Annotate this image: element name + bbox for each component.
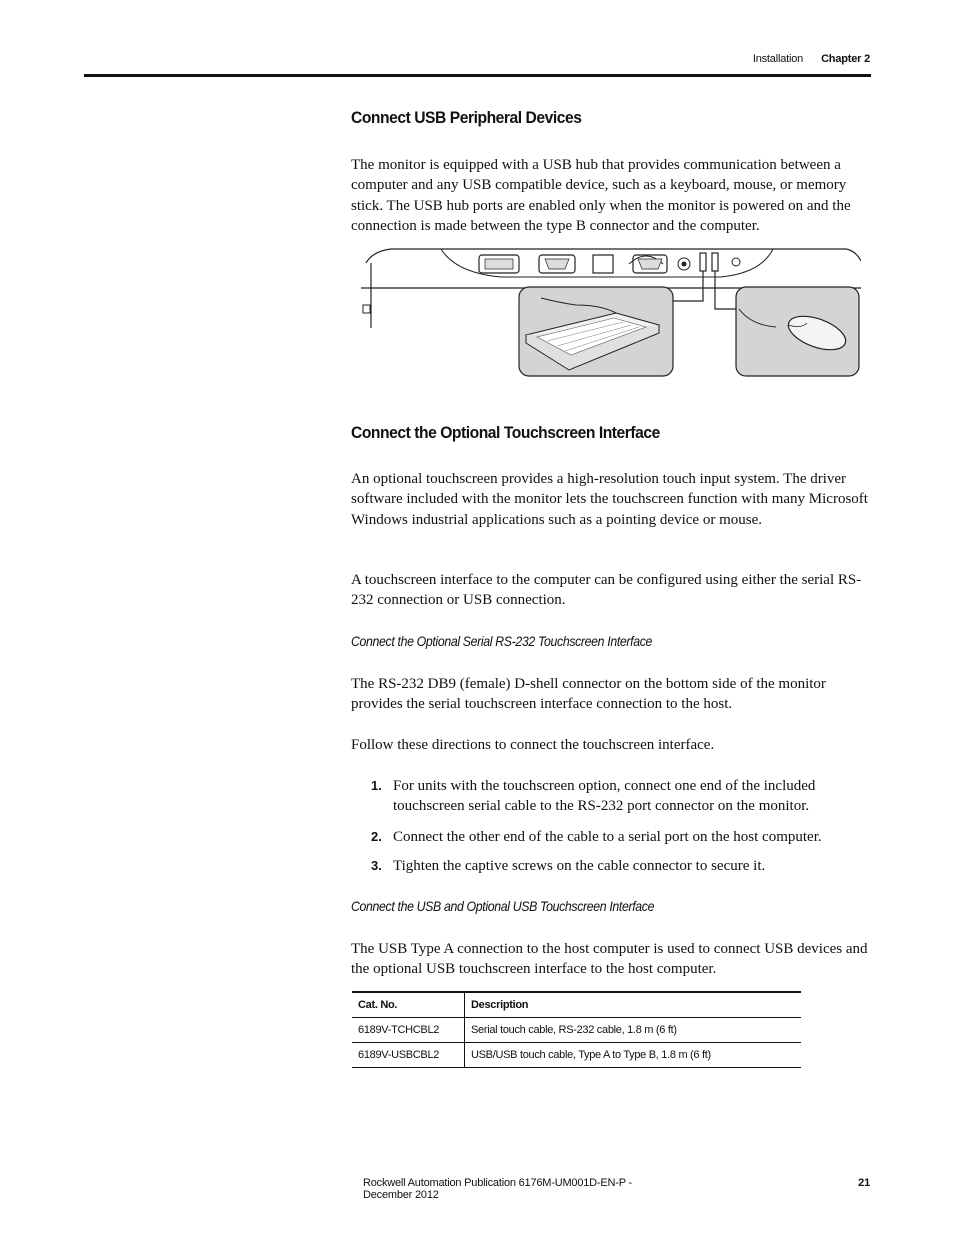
cell-description: USB/USB touch cable, Type A to Type B, 1.8 m (6 ft) [465, 1043, 802, 1068]
running-header [753, 53, 870, 65]
usb-hub-paragraph: The monitor is equipped with a USB hub that provides communication between a computer and any USB compatible device, such as a keyboard, mouse, or memory stick. The USB hub ports are enabled only when the monitor is powered on and the connection is made between the type B connector and the computer. [351, 157, 851, 234]
touchscreen-paragraph-1: An optional touchscreen provides a high-resolution touch input system. The driver software included with the monitor lets the touchscreen function with many Microsoft Windows industrial applications such as a pointing device or mouse. [351, 471, 868, 528]
step-number: 3. [371, 857, 382, 873]
section-title-touchscreen: Connect the Optional Touchscreen Interface [351, 423, 660, 442]
monitor-usb-illustration [361, 243, 861, 378]
step-text: For units with the touchscreen option, connect one end of the included touchscreen serial cable to the RS-232 port connector on the monitor. [393, 778, 816, 815]
cable-table [352, 991, 801, 1068]
subsection-title-serial: Connect the Optional Serial RS-232 Touchscreen Interface [351, 633, 653, 649]
cell-cat-no: 6189V-TCHCBL2 [352, 1018, 465, 1043]
table-row [352, 1018, 801, 1043]
list-item [351, 856, 873, 876]
serial-intro: Follow these directions to connect the touchscreen interface. [351, 737, 715, 753]
column-header-description: Description [465, 992, 802, 1018]
usb-connection-figure [361, 243, 861, 378]
header-rule [84, 74, 871, 77]
step-number: 1. [371, 778, 382, 793]
list-item [351, 776, 873, 817]
list-item [351, 827, 873, 847]
table-header-row [352, 992, 801, 1018]
usb-paragraph: The USB Type A connection to the host computer is used to connect USB devices and the optional USB touchscreen interface to the host computer. [351, 941, 868, 978]
page-number: 21 [858, 1177, 870, 1189]
step-text: Tighten the captive screws on the cable connector to secure it. [393, 857, 766, 874]
step-text: Connect the other end of the cable to a serial port on the host computer. [393, 828, 822, 845]
touchscreen-paragraph-2: A touchscreen interface to the computer can be configured using either the serial RS-232 connection or USB connection. [351, 572, 862, 609]
table-row [352, 1043, 801, 1068]
section-title-usb-peripherals: Connect USB Peripheral Devices [351, 108, 582, 127]
column-header-cat-no: Cat. No. [352, 992, 465, 1018]
header-section: Installation [752, 53, 804, 65]
step-number: 2. [371, 828, 382, 844]
publication-info: Rockwell Automation Publication 6176M-UM001D-EN-P - December 2012 [363, 1177, 632, 1201]
cell-description: Serial touch cable, RS-232 cable, 1.8 m (6 ft) [465, 1018, 802, 1043]
header-chapter: Chapter 2 [821, 53, 870, 65]
serial-steps-list [351, 776, 873, 876]
serial-paragraph: The RS-232 DB9 (female) D-shell connector on the bottom side of the monitor provides the serial touchscreen interface connection to the host. [351, 676, 826, 713]
cell-cat-no: 6189V-USBCBL2 [352, 1043, 465, 1068]
subsection-title-usb: Connect the USB and Optional USB Touchscreen Interface [351, 898, 655, 914]
